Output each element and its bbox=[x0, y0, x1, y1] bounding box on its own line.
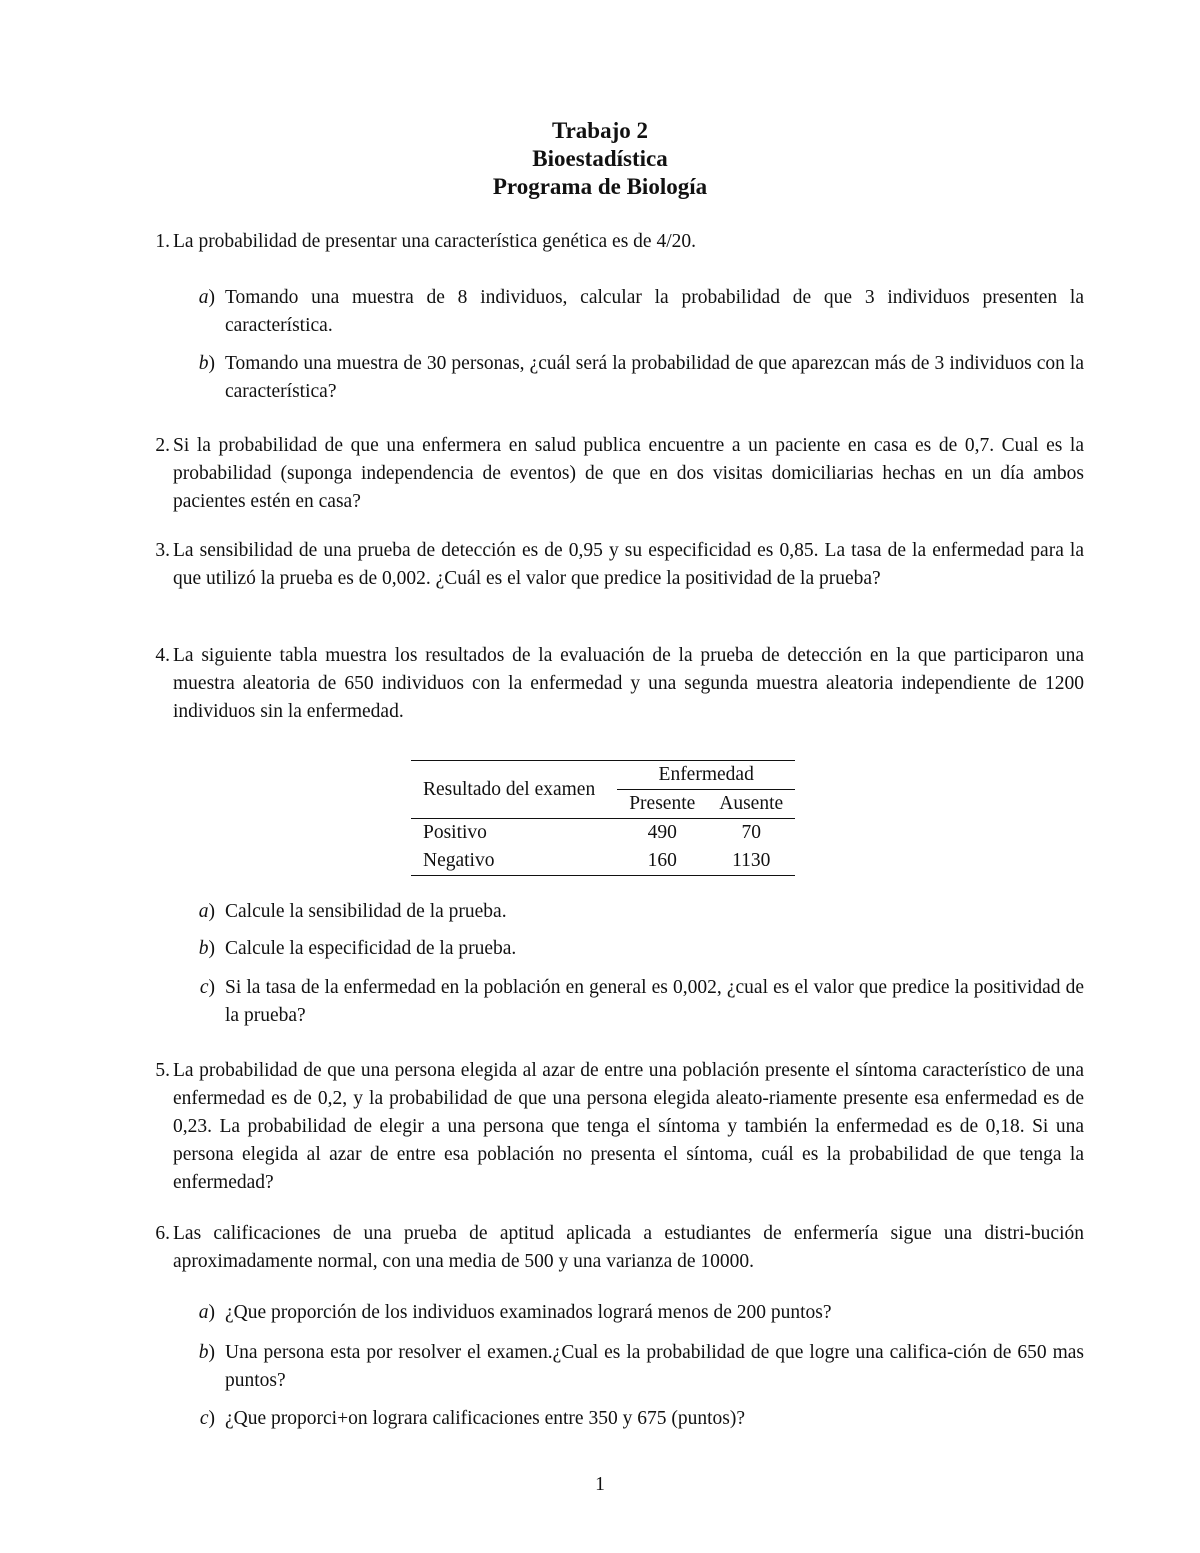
table-cell: 1130 bbox=[732, 850, 771, 871]
sub-label: b bbox=[198, 938, 209, 959]
problem-text: La sensibilidad de una prueba de detección es de 0,95 y su especificidad es 0,85. La tasa de la enfermedad para la que utilizó la prueba es de 0,002. ¿Cuál es el valor que predice la positividad de la prueba? bbox=[173, 540, 1084, 589]
table-row bbox=[411, 819, 795, 848]
problem-3 bbox=[140, 537, 1084, 593]
problem-text: La probabilidad de presentar una característica genética es de 4/20. bbox=[173, 231, 696, 252]
table-row bbox=[411, 847, 795, 876]
sub-text: Calcule la especificidad de la prueba. bbox=[225, 938, 517, 959]
table-column-header: Presente bbox=[629, 793, 696, 814]
table-cell: Negativo bbox=[423, 850, 495, 871]
doc-title: Trabajo 2 bbox=[551, 118, 649, 143]
sub-label: a bbox=[198, 901, 209, 922]
problem-number: 3. bbox=[155, 540, 170, 561]
problem-number: 5. bbox=[155, 1060, 170, 1081]
problem-2 bbox=[140, 432, 1084, 516]
sub-text: Tomando una muestra de 8 individuos, calcular la probabilidad de que 3 individuos presenten la característica. bbox=[225, 287, 1084, 336]
problem-number: 1. bbox=[155, 231, 170, 252]
sub-label: c bbox=[199, 977, 209, 998]
problem-number: 6. bbox=[155, 1223, 170, 1244]
table-row-header: Resultado del examen bbox=[423, 778, 596, 800]
problem-text: Las calificaciones de una prueba de aptitud aplicada a estudiantes de enfermería sigue una distri-bución aproximadamente normal, con una media de 500 y una varianza de 10000. bbox=[173, 1223, 1084, 1272]
results-table bbox=[411, 760, 795, 876]
sub-text: Tomando una muestra de 30 personas, ¿cuál será la probabilidad de que aparezcan más de 3 individuos con la característica? bbox=[225, 353, 1084, 402]
problem-number: 2. bbox=[155, 435, 170, 456]
sub-label: c bbox=[199, 1408, 209, 1429]
subproblem-1b: b) Tomando una muestra de 30 personas, ¿cuál será la probabilidad de que aparezcan más de 3 individuos con la característica? bbox=[185, 350, 1084, 406]
sub-label: a bbox=[198, 1302, 209, 1323]
problem-number: 4. bbox=[155, 645, 170, 666]
table-cell: 490 bbox=[647, 822, 677, 843]
problem-1 bbox=[140, 228, 1084, 256]
subproblem-4b: b) Calcule la especificidad de la prueba. bbox=[185, 935, 1084, 963]
doc-program: Programa de Biología bbox=[492, 174, 708, 199]
sub-text: Calcule la sensibilidad de la prueba. bbox=[225, 901, 507, 922]
table-cell: 70 bbox=[741, 822, 761, 843]
doc-subject: Bioestadística bbox=[532, 146, 668, 171]
subproblem-6c: c) ¿Que proporci+on lograra calificaciones entre 350 y 675 (puntos)? bbox=[185, 1405, 1084, 1433]
problem-5 bbox=[140, 1057, 1084, 1197]
sub-text: Una persona esta por resolver el examen.¿Cual es la probabilidad de que logre una califica-ción de 650 mas puntos? bbox=[225, 1342, 1084, 1391]
subproblem-1a: a) Tomando una muestra de 8 individuos, calcular la probabilidad de que 3 individuos presenten la característica. bbox=[185, 284, 1084, 340]
problem-6 bbox=[140, 1220, 1084, 1276]
sub-label: b bbox=[198, 1342, 209, 1363]
sub-label: b bbox=[198, 353, 209, 374]
problem-text: La probabilidad de que una persona elegida al azar de entre una población presente el síntoma característico de una enfermedad es de 0,2, y la probabilidad de que una persona elegida aleato-riamente presente esa enfermedad es de 0,23. La probabilidad de elegir a una persona que tenga el síntoma y también la enfermedad es de 0,18. Si una persona elegida al azar de entre esa población no presenta el síntoma, cuál es la probabilidad de que tenga la enfermedad? bbox=[173, 1060, 1084, 1193]
sub-text: ¿Que proporción de los individuos examinados logrará menos de 200 puntos? bbox=[225, 1302, 832, 1323]
table-cell: Positivo bbox=[423, 822, 487, 843]
sub-text: Si la tasa de la enfermedad en la población en general es 0,002, ¿cual es el valor que predice la positividad de la prueba? bbox=[225, 977, 1084, 1026]
table-group-header: Enfermedad bbox=[617, 761, 795, 790]
subproblem-4c: c) Si la tasa de la enfermedad en la población en general es 0,002, ¿cual es el valor que predice la positividad de la prueba? bbox=[185, 974, 1084, 1030]
problem-text: La siguiente tabla muestra los resultados de la evaluación de la prueba de detección en la que participaron una muestra aleatoria de 650 individuos con la enfermedad y una segunda muestra aleatoria independiente de 1200 individuos sin la enfermedad. bbox=[173, 645, 1084, 722]
table-cell: 160 bbox=[647, 850, 677, 871]
sub-label: a bbox=[198, 287, 209, 308]
sub-text: ¿Que proporci+on lograra calificaciones entre 350 y 675 (puntos)? bbox=[225, 1408, 745, 1429]
subproblem-6a: a) ¿Que proporción de los individuos examinados logrará menos de 200 puntos? bbox=[185, 1299, 1084, 1327]
subproblem-4a: a) Calcule la sensibilidad de la prueba. bbox=[185, 898, 1084, 926]
subproblem-6b: b) Una persona esta por resolver el examen.¿Cual es la probabilidad de que logre una califica-ción de 650 mas puntos? bbox=[185, 1339, 1084, 1395]
problem-text: Si la probabilidad de que una enfermera en salud publica encuentre a un paciente en casa es de 0,7. Cual es la probabilidad (suponga independencia de eventos) de que en dos visitas domiciliarias hechas en un día ambos pacientes estén en casa? bbox=[173, 435, 1084, 512]
problem-4 bbox=[140, 642, 1084, 726]
page-number: 1 bbox=[595, 1474, 605, 1495]
table-column-header: Ausente bbox=[719, 793, 784, 814]
